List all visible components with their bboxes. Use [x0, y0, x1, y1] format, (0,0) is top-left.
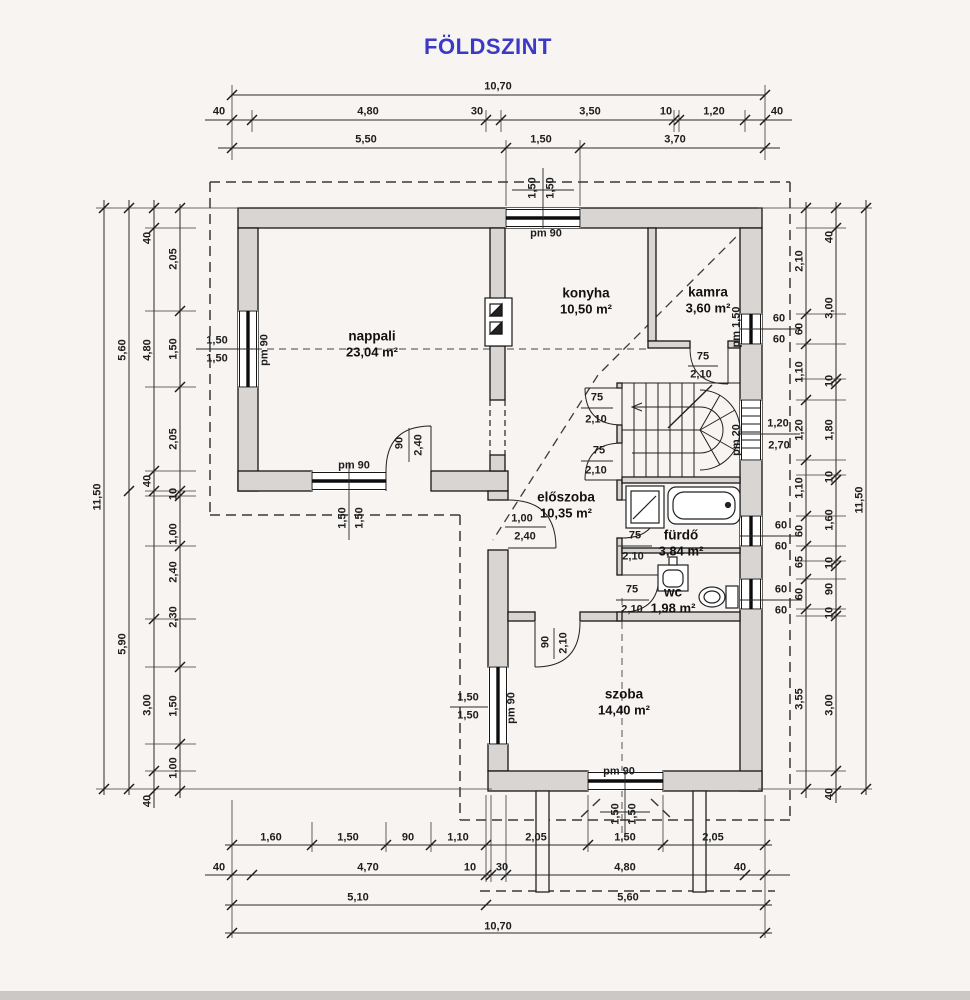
room-name: előszoba	[537, 489, 595, 505]
opening-label: 1,50	[336, 507, 349, 529]
page-title: FÖLDSZINT	[424, 34, 552, 59]
opening-label: 1,00	[511, 512, 533, 525]
room-name: kamra	[688, 284, 728, 300]
dim-label: 1,20	[793, 419, 806, 441]
opening-label: 2,40	[514, 530, 536, 543]
dim-label: 5,10	[347, 891, 369, 904]
opening-label: pm 90	[338, 459, 370, 472]
opening-label: pm 90	[530, 227, 562, 240]
open-partition-dashed	[490, 400, 505, 455]
room-name: szoba	[604, 686, 644, 702]
opening-label: 90	[393, 436, 406, 450]
dim-label: 1,20	[703, 105, 725, 118]
dim-label: 1,10	[793, 477, 806, 499]
dim-label: 1,80	[823, 419, 836, 441]
opening-label: 1,20	[767, 417, 789, 430]
room-area: 10,35 m²	[539, 505, 593, 521]
opening-label: 2,40	[412, 434, 425, 456]
dim-label: 60	[793, 322, 806, 336]
opening-label: 1,50	[457, 709, 479, 722]
dim-label: 40	[212, 105, 226, 118]
opening-label: 2,10	[690, 368, 712, 381]
opening-label: 2,10	[621, 603, 643, 616]
room-area: 10,50 m²	[559, 301, 613, 317]
staircase	[622, 383, 740, 477]
dim-label: 40	[823, 230, 836, 244]
dim-label: 4,70	[357, 861, 379, 874]
dim-label: 1,00	[167, 523, 180, 545]
dim-label: 65	[793, 555, 806, 569]
dim-label: 60	[793, 587, 806, 601]
dim-label: 3,50	[579, 105, 601, 118]
opening-label: 2,10	[585, 413, 607, 426]
dim-label: 1,50	[530, 133, 552, 146]
opening-label: 1,50	[206, 352, 228, 365]
chimney	[485, 298, 512, 346]
dim-label: 10	[167, 487, 180, 501]
dim-label: 1,50	[337, 831, 359, 844]
opening-label: 60	[774, 604, 788, 617]
dim-label: 11,50	[91, 483, 104, 511]
dim-label: 10	[823, 556, 836, 570]
dim-label: 1,50	[614, 831, 636, 844]
dim-label: 2,40	[167, 561, 180, 583]
opening-label: 75	[592, 444, 606, 457]
opening-label: pm 90	[505, 692, 518, 724]
opening-label: 1,50	[457, 691, 479, 704]
dim-label: 40	[212, 861, 226, 874]
opening-label: 1,50	[526, 177, 539, 199]
dim-label: 40	[141, 474, 154, 488]
dim-label: 40	[823, 787, 836, 801]
dim-label: 10	[823, 470, 836, 484]
dim-label: 40	[733, 861, 747, 874]
dim-label: 10	[659, 105, 673, 118]
dim-label: 5,60	[116, 339, 129, 361]
opening-label: 2,10	[557, 632, 570, 654]
opening-label: 75	[625, 583, 639, 596]
room-area: 3,60 m²	[685, 300, 731, 316]
dim-label: 4,80	[141, 339, 154, 361]
opening-label: 60	[774, 519, 788, 532]
opening-label: 75	[696, 350, 710, 363]
opening-label: 75	[590, 391, 604, 404]
opening-label: 1,50	[626, 803, 639, 825]
dim-label: 90	[823, 582, 836, 596]
dim-label: 2,05	[167, 248, 180, 270]
dim-label: 11,50	[853, 486, 866, 514]
dim-label: 90	[401, 831, 415, 844]
opening-label: 1,50	[353, 507, 366, 529]
opening-label: pm 1,50	[730, 306, 743, 348]
dim-label: 2,05	[167, 428, 180, 450]
opening-label: 60	[772, 312, 786, 325]
dim-label: 4,80	[357, 105, 379, 118]
dim-label: 1,10	[793, 361, 806, 383]
opening-label: 90	[539, 635, 552, 649]
dim-label: 40	[141, 231, 154, 245]
dim-label: 10	[463, 861, 477, 874]
dim-label: 5,50	[355, 133, 377, 146]
opening-label: 1,50	[609, 803, 622, 825]
dim-label: 2,05	[702, 831, 724, 844]
room-name: konyha	[562, 285, 610, 301]
dim-label: 1,60	[823, 509, 836, 531]
dim-label: 5,60	[617, 891, 639, 904]
dim-label: 1,00	[167, 757, 180, 779]
opening-label: pm 90	[258, 334, 271, 366]
dim-label: 30	[470, 105, 484, 118]
room-name: fürdő	[663, 527, 699, 543]
opening-label: 60	[772, 333, 786, 346]
opening-label: 2,10	[622, 550, 644, 563]
opening-label: 1,50	[206, 334, 228, 347]
room-area: 23,04 m²	[345, 344, 399, 360]
opening-label: 1,50	[544, 177, 557, 199]
opening-label: 60	[774, 583, 788, 596]
opening-label: pm 90	[603, 765, 635, 778]
dim-label: 60	[793, 524, 806, 538]
dim-label: 1,50	[167, 338, 180, 360]
dim-label: 1,60	[260, 831, 282, 844]
dim-label: 10	[823, 374, 836, 388]
dim-label: 10,70	[484, 920, 512, 933]
dim-label: 2,30	[167, 606, 180, 628]
scan-edge	[0, 991, 970, 1000]
dim-label: 3,00	[823, 297, 836, 319]
room-name: wc	[663, 584, 683, 600]
dim-label: 4,80	[614, 861, 636, 874]
dim-label: 30	[495, 861, 509, 874]
dim-label: 3,70	[664, 133, 686, 146]
dim-label: 3,55	[793, 688, 806, 710]
dim-label: 5,90	[116, 633, 129, 655]
dim-label: 1,50	[167, 695, 180, 717]
dim-label: 1,10	[447, 831, 469, 844]
toilet-tank	[726, 586, 738, 608]
dim-label: 3,00	[141, 694, 154, 716]
opening-label: 2,70	[768, 439, 790, 452]
room-name: nappali	[348, 328, 396, 344]
dim-label: 10	[823, 606, 836, 620]
opening-label: 75	[628, 529, 642, 542]
room-area: 14,40 m²	[597, 702, 651, 718]
dim-label: 2,10	[793, 250, 806, 272]
dim-label: 2,05	[525, 831, 547, 844]
opening-label: 60	[774, 540, 788, 553]
room-area: 1,98 m²	[650, 600, 696, 616]
dim-label: 10,70	[484, 80, 512, 93]
dim-label: 40	[770, 105, 784, 118]
dim-label: 3,00	[823, 694, 836, 716]
opening-label: pm 20	[730, 424, 743, 456]
dim-label: 40	[141, 794, 154, 808]
opening-label: 2,10	[585, 464, 607, 477]
room-area: 3,84 m²	[658, 543, 704, 559]
